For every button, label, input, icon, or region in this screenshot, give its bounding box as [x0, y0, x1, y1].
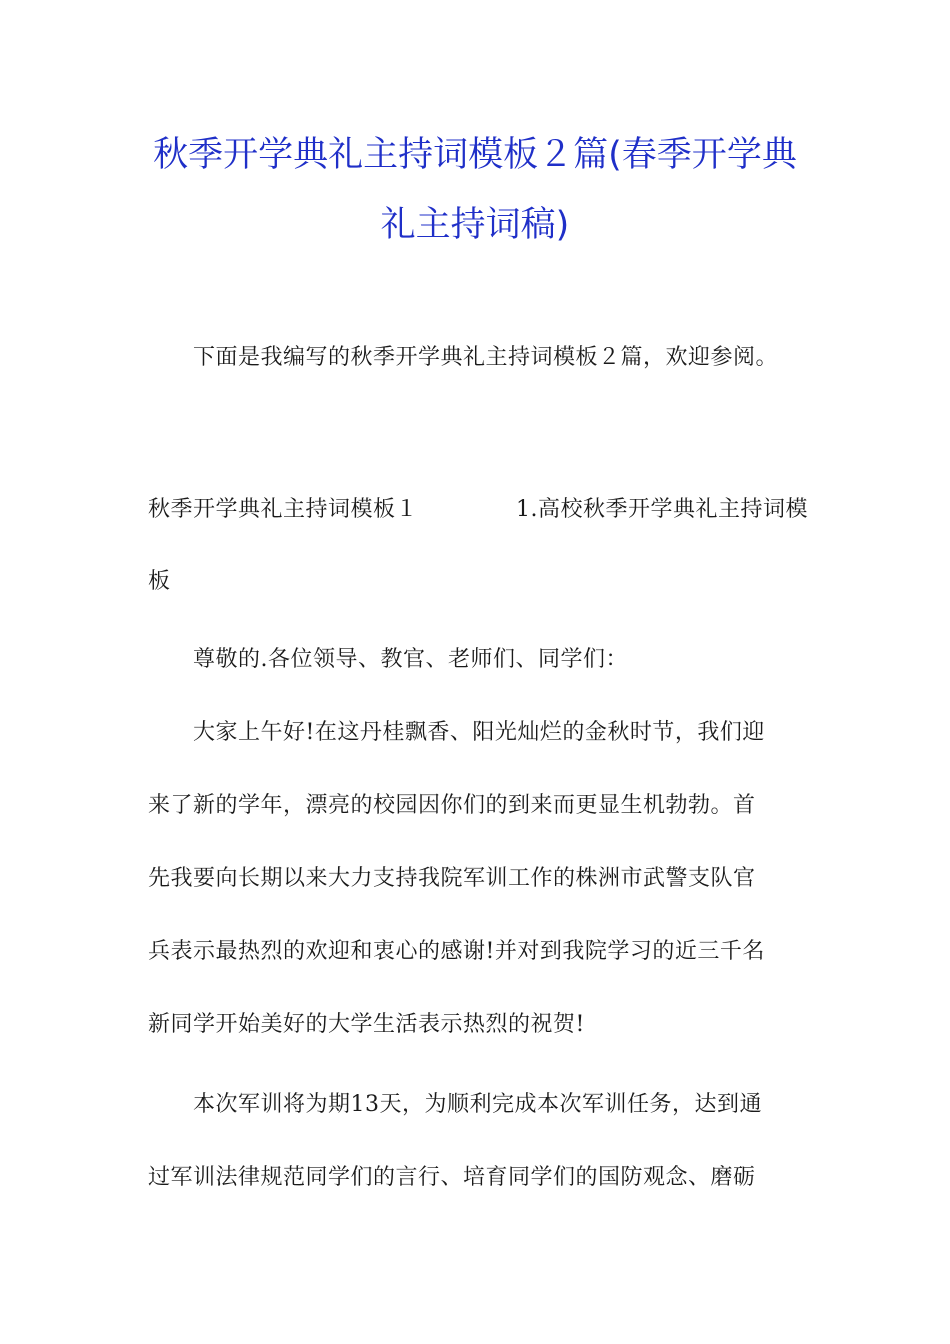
paragraph-1-line-3: 先我要向长期以来大力支持我院军训工作的株洲市武警支队官	[148, 866, 756, 891]
document-title-line-2: 礼主持词稿)	[380, 205, 570, 245]
paragraph-2-line-1: 本次军训将为期13天，为顺利完成本次军训任务，达到通	[193, 1092, 762, 1117]
paragraph-1-line-1: 大家上午好!在这丹桂飘香、阳光灿烂的金秋时节，我们迎	[193, 720, 765, 745]
section-heading-left: 秋季开学典礼主持词模板１	[148, 497, 419, 522]
paragraph-1-line-2: 来了新的学年，漂亮的校园因你们的到来而更显生机勃勃。首	[148, 793, 756, 818]
greeting-line: 尊敬的.各位领导、教官、老师们、同学们：	[193, 647, 628, 672]
intro-paragraph: 下面是我编写的秋季开学典礼主持词模板２篇，欢迎参阅。	[193, 345, 779, 370]
paragraph-1-line-4: 兵表示最热烈的欢迎和衷心的感谢!并对到我院学习的近三千名	[148, 939, 765, 964]
section-heading-right: 1.高校秋季开学典礼主持词模	[516, 497, 808, 522]
section-heading	[148, 495, 808, 525]
paragraph-1-line-5: 新同学开始美好的大学生活表示热烈的祝贺!	[148, 1012, 585, 1037]
paragraph-2-line-2: 过军训法律规范同学们的言行、培育同学们的国防观念、磨砺	[148, 1165, 756, 1190]
document-title-line-1: 秋季开学典礼主持词模板２篇(春季开学典	[153, 135, 797, 175]
section-heading-continued: 板	[148, 569, 171, 594]
